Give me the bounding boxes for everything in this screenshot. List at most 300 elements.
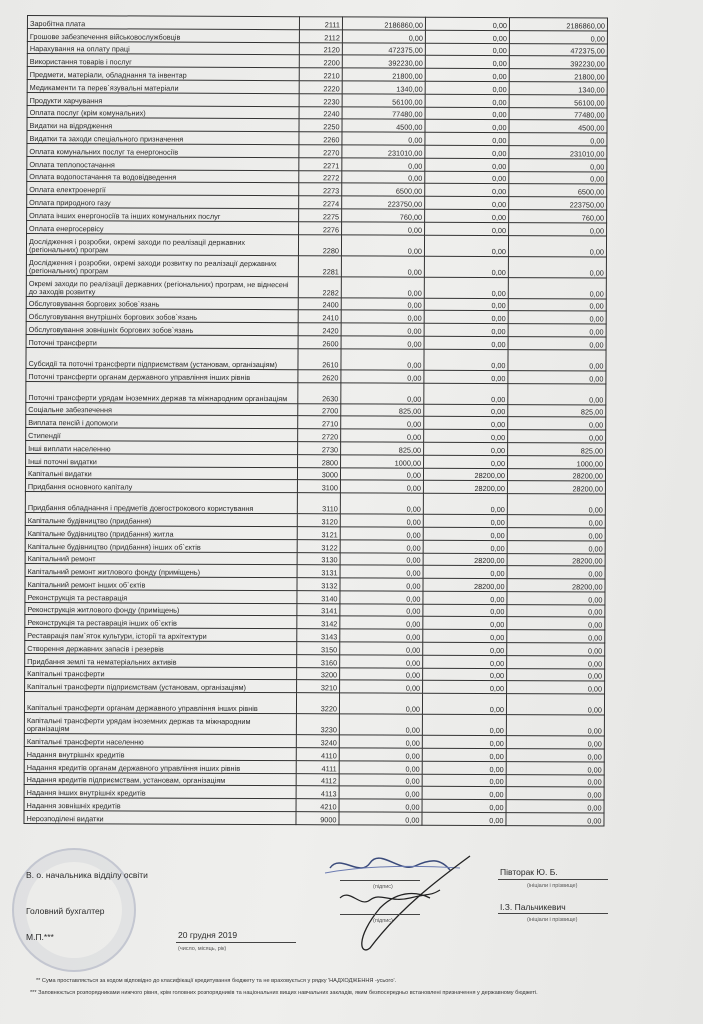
- row-code: 2400: [298, 297, 341, 310]
- row-value-total: 0,00: [508, 349, 606, 370]
- row-value-special-fund: 0,00: [424, 370, 508, 383]
- row-value-special-fund: 0,00: [425, 81, 509, 94]
- row-value-total: 825,00: [508, 443, 606, 456]
- row-name: Оплата теплопостачання: [27, 156, 299, 170]
- row-value-total: 0,00: [506, 715, 604, 736]
- row-code: 3200: [297, 667, 340, 680]
- row-value-special-fund: 0,00: [425, 222, 509, 235]
- row-value-special-fund: 28200,00: [423, 578, 507, 591]
- row-value-special-fund: 0,00: [423, 514, 507, 527]
- row-name: Поточні трансферти: [26, 334, 298, 348]
- row-code: 2275: [299, 209, 342, 222]
- expenditure-table: [23, 15, 608, 826]
- row-value-special-fund: 0,00: [423, 681, 507, 694]
- row-value-special-fund: 0,00: [423, 540, 507, 553]
- row-code: 2276: [299, 221, 342, 234]
- row-value-special-fund: 0,00: [425, 184, 509, 197]
- row-code: 2280: [298, 234, 341, 255]
- row-value-special-fund: 0,00: [423, 527, 507, 540]
- handwritten-signatures: [320, 848, 500, 958]
- row-value-general-fund: 0,00: [341, 370, 424, 383]
- row-value-special-fund: 0,00: [425, 209, 509, 222]
- row-value-general-fund: 0,00: [339, 714, 422, 735]
- row-value-total: 0,00: [508, 298, 606, 311]
- row-code: 9000: [296, 812, 339, 825]
- row-value-general-fund: 0,00: [340, 565, 423, 578]
- row-name: Оплата електроенергії: [27, 182, 299, 196]
- row-code: 3143: [297, 629, 340, 642]
- row-code: 3131: [297, 565, 340, 578]
- table-row: [26, 347, 606, 371]
- table-row: [24, 713, 604, 737]
- row-value-total: 0,00: [508, 370, 606, 383]
- row-value-total: 0,00: [506, 694, 604, 715]
- row-value-special-fund: 0,00: [423, 604, 507, 617]
- row-code: 2274: [299, 196, 342, 209]
- row-name: Обслуговування боргових зобов`язань: [26, 296, 298, 310]
- row-name: Реконструкція та реставрація інших об`єктів: [25, 615, 297, 629]
- row-value-total: 0,00: [506, 749, 604, 762]
- row-value-general-fund: 1340,00: [342, 81, 425, 94]
- row-value-special-fund: 0,00: [424, 383, 508, 404]
- row-value-general-fund: 4500,00: [342, 119, 425, 132]
- row-value-total: 0,00: [507, 566, 605, 579]
- table-row: [24, 811, 604, 826]
- row-code: 3220: [296, 693, 339, 714]
- row-value-total: 825,00: [508, 404, 606, 417]
- row-code: 4210: [296, 799, 339, 812]
- row-value-general-fund: 0,00: [340, 514, 423, 527]
- row-value-total: 0,00: [506, 800, 604, 813]
- row-code: 2112: [299, 29, 342, 42]
- row-value-total: 4500,00: [509, 120, 607, 133]
- row-code: 2240: [299, 106, 342, 119]
- row-value-general-fund: 0,00: [340, 668, 423, 681]
- row-code: 2281: [298, 255, 341, 276]
- row-value-general-fund: 0,00: [340, 604, 423, 617]
- row-value-general-fund: 21800,00: [342, 68, 425, 81]
- row-name: Надання кредитів органам державного управління інших рівнів: [24, 759, 296, 773]
- row-code: 2600: [298, 336, 341, 349]
- row-value-special-fund: 0,00: [423, 668, 507, 681]
- row-value-general-fund: 0,00: [340, 527, 423, 540]
- footnote-3: *** Заповнюється розпорядниками нижчого рівня, крім головних розпорядників та національних вищих навчальних закладів, яким безпосередньо встановлені призначення у державному бюджеті.: [30, 990, 538, 996]
- row-code: 3120: [297, 514, 340, 527]
- row-value-general-fund: 0,00: [342, 222, 425, 235]
- row-value-total: 0,00: [507, 630, 605, 643]
- row-name: Дослідження і розробки, окремі заходи розвитку по реалізації державних (регіональних) програм: [26, 254, 298, 276]
- row-value-special-fund: 0,00: [423, 642, 507, 655]
- row-value-total: 0,00: [508, 256, 606, 277]
- row-value-special-fund: 0,00: [423, 630, 507, 643]
- row-value-general-fund: 825,00: [341, 403, 424, 416]
- row-code: 2250: [299, 119, 342, 132]
- row-value-general-fund: 231010,00: [342, 145, 425, 158]
- row-code: 3240: [296, 735, 339, 748]
- row-value-total: 0,00: [508, 277, 606, 298]
- row-value-special-fund: 28200,00: [423, 481, 507, 494]
- row-value-general-fund: 0,00: [339, 748, 422, 761]
- row-value-general-fund: 0,00: [339, 693, 422, 714]
- row-name: Використання товарів і послуг: [27, 54, 299, 68]
- row-name: Капітальний ремонт житлового фонду (приміщень): [25, 564, 297, 578]
- row-name: Продукти харчування: [27, 92, 299, 106]
- row-value-general-fund: 0,00: [339, 812, 422, 825]
- row-code: 2111: [299, 17, 342, 30]
- row-value-special-fund: 0,00: [425, 196, 509, 209]
- row-name: Капітальне будівництво (придбання): [25, 513, 297, 527]
- row-value-total: 28200,00: [507, 579, 605, 592]
- row-value-general-fund: 760,00: [342, 209, 425, 222]
- row-code: 3100: [297, 480, 340, 493]
- row-name: Надання інших внутрішніх кредитів: [24, 785, 296, 799]
- row-value-total: 0,00: [509, 133, 607, 146]
- row-code: 3140: [297, 591, 340, 604]
- table-row: [26, 254, 606, 278]
- row-name: Грошове забезпечення військовослужбовців: [27, 28, 299, 42]
- row-code: 2720: [298, 429, 341, 442]
- row-code: 2272: [299, 170, 342, 183]
- row-name: Капітальні трансферти населенню: [24, 734, 296, 748]
- row-name: Інші поточні видатки: [26, 453, 298, 467]
- row-code: 2420: [298, 323, 341, 336]
- row-value-general-fund: 56100,00: [342, 94, 425, 107]
- row-value-general-fund: 0,00: [340, 493, 423, 514]
- row-value-special-fund: 0,00: [422, 799, 506, 812]
- row-value-total: 77480,00: [509, 107, 607, 120]
- head-title: В. о. начальника відділу освіти: [26, 870, 148, 880]
- row-value-total: 0,00: [507, 540, 605, 553]
- row-value-total: 56100,00: [509, 94, 607, 107]
- row-name: Капітальне будівництво (придбання) інших об`єктів: [25, 538, 297, 552]
- row-value-special-fund: 0,00: [424, 429, 508, 442]
- name-caption-2: (ініціали і прізвище): [527, 917, 578, 923]
- row-value-special-fund: 0,00: [424, 256, 508, 277]
- table-row: [25, 492, 605, 516]
- row-name: Надання кредитів підприємствам, установам, організаціям: [24, 772, 296, 786]
- row-value-general-fund: 0,00: [340, 480, 423, 493]
- row-value-special-fund: 0,00: [422, 714, 506, 735]
- row-code: 2730: [298, 442, 341, 455]
- row-value-general-fund: 392230,00: [342, 55, 425, 68]
- row-code: 4111: [296, 761, 339, 774]
- row-value-general-fund: 0,00: [341, 416, 424, 429]
- row-value-special-fund: 0,00: [423, 591, 507, 604]
- row-value-general-fund: 0,00: [341, 297, 424, 310]
- row-value-total: 0,00: [507, 655, 605, 668]
- row-value-total: 0,00: [507, 643, 605, 656]
- row-value-total: 28200,00: [507, 468, 605, 481]
- row-code: 2260: [299, 132, 342, 145]
- row-value-special-fund: 0,00: [425, 145, 509, 158]
- row-value-total: 0,00: [506, 774, 604, 787]
- row-value-general-fund: 2186860,00: [342, 17, 425, 30]
- table-row: [26, 381, 606, 405]
- row-name: Обслуговування внутрішніх боргових зобов`язань: [26, 309, 298, 323]
- row-value-total: 0,00: [509, 222, 607, 235]
- row-code: 2610: [298, 348, 341, 369]
- row-value-general-fund: 1000,00: [341, 455, 424, 468]
- row-value-special-fund: 0,00: [425, 43, 509, 56]
- table-row: [24, 692, 604, 716]
- row-name: Капітальні видатки: [25, 466, 297, 480]
- row-name: Оплата послуг (крім комунальних): [27, 105, 299, 119]
- row-code: 3130: [297, 552, 340, 565]
- row-code: 2282: [298, 276, 341, 297]
- row-code: 4112: [296, 773, 339, 786]
- row-value-total: 223750,00: [509, 197, 607, 210]
- row-name: Інші виплати населенню: [26, 440, 298, 454]
- row-code: 2710: [298, 416, 341, 429]
- row-name: Оплата комунальних послуг та енергоносіїв: [27, 143, 299, 157]
- row-name: Видатки та заходи спеціального призначення: [27, 131, 299, 145]
- row-name: Виплата пенсій і допомоги: [26, 415, 298, 429]
- row-name: Реконструкція житлового фонду (приміщень): [25, 602, 297, 616]
- row-value-special-fund: 0,00: [423, 493, 507, 514]
- row-value-special-fund: 0,00: [424, 404, 508, 417]
- row-value-special-fund: 0,00: [425, 132, 509, 145]
- table-row: [26, 233, 606, 257]
- row-value-special-fund: 0,00: [424, 455, 508, 468]
- row-name: Оплата енергосервісу: [27, 220, 299, 234]
- row-name: Капітальні трансферти урядам іноземних держав та міжнародним організаціям: [24, 713, 296, 735]
- row-value-special-fund: 0,00: [423, 566, 507, 579]
- row-name: Нарахування на оплату праці: [27, 41, 299, 55]
- row-value-general-fund: 0,00: [342, 158, 425, 171]
- row-name: Окремі заходи по реалізації державних (регіональних) програм, не віднесені до заходів розвитку: [26, 275, 298, 297]
- row-name: Придбання землі та нематеріальних активів: [25, 653, 297, 667]
- row-name: Обслуговування зовнішніх боргових зобов`язань: [26, 322, 298, 336]
- row-code: 3110: [297, 493, 340, 514]
- row-value-total: 231010,00: [509, 146, 607, 159]
- row-value-general-fund: 0,00: [341, 349, 424, 370]
- date-value: 20 грудня 2019: [178, 930, 238, 940]
- row-value-general-fund: 0,00: [340, 642, 423, 655]
- row-code: 2620: [298, 369, 341, 382]
- row-value-general-fund: 0,00: [341, 323, 424, 336]
- row-code: 2271: [299, 157, 342, 170]
- row-value-total: 28200,00: [507, 481, 605, 494]
- row-value-total: 0,00: [508, 383, 606, 404]
- row-value-total: 28200,00: [507, 553, 605, 566]
- row-name: Надання внутрішніх кредитів: [24, 747, 296, 761]
- row-value-general-fund: 0,00: [340, 680, 423, 693]
- row-value-general-fund: 0,00: [339, 799, 422, 812]
- row-value-special-fund: 0,00: [424, 277, 508, 298]
- row-value-special-fund: 0,00: [422, 812, 506, 825]
- row-code: 2410: [298, 310, 341, 323]
- row-value-special-fund: 0,00: [422, 774, 506, 787]
- row-code: 3142: [297, 616, 340, 629]
- row-value-total: 0,00: [508, 417, 606, 430]
- date-caption: (число, місяць, рік): [178, 946, 227, 952]
- row-name: Капітальний ремонт: [25, 551, 297, 565]
- row-code: 4110: [296, 748, 339, 761]
- row-name: Стипендії: [26, 428, 298, 442]
- row-value-general-fund: 0,00: [340, 655, 423, 668]
- row-name: Реставрація пам`яток культури, історії та архітектури: [25, 628, 297, 642]
- row-value-general-fund: 825,00: [341, 442, 424, 455]
- row-value-general-fund: 0,00: [340, 552, 423, 565]
- row-value-general-fund: 0,00: [341, 382, 424, 403]
- row-value-general-fund: 0,00: [341, 255, 424, 276]
- row-value-special-fund: 0,00: [425, 171, 509, 184]
- row-code: 3132: [297, 578, 340, 591]
- row-name: Капітальне будівництво (придбання) житла: [25, 525, 297, 539]
- row-value-general-fund: 0,00: [339, 786, 422, 799]
- row-value-special-fund: 0,00: [425, 120, 509, 133]
- row-value-total: 0,00: [506, 787, 604, 800]
- row-name: Оплата природного газу: [27, 195, 299, 209]
- row-code: 2220: [299, 81, 342, 94]
- row-value-special-fund: 0,00: [424, 311, 508, 324]
- row-name: Предмети, матеріали, обладнання та інвентар: [27, 67, 299, 81]
- row-code: 2230: [299, 93, 342, 106]
- mp-label: М.П.***: [26, 932, 54, 942]
- row-name: Субсидії та поточні трансферти підприємствам (установам, організаціям): [26, 347, 298, 369]
- row-value-general-fund: 0,00: [339, 761, 422, 774]
- row-value-total: 0,00: [508, 337, 606, 350]
- row-value-total: 21800,00: [509, 69, 607, 82]
- row-code: 3230: [296, 714, 339, 735]
- row-value-total: 0,00: [507, 515, 605, 528]
- row-value-general-fund: 0,00: [341, 276, 424, 297]
- row-name: Поточні трансферти органам державного управління інших рівнів: [26, 368, 298, 382]
- row-code: 2700: [298, 403, 341, 416]
- row-value-total: 2186860,00: [509, 18, 607, 31]
- row-value-special-fund: 0,00: [422, 748, 506, 761]
- row-value-total: 0,00: [509, 158, 607, 171]
- row-value-total: 0,00: [507, 591, 605, 604]
- row-code: 2200: [299, 55, 342, 68]
- row-value-total: 0,00: [507, 668, 605, 681]
- row-name: Медикаменти та перев`язувальні матеріали: [27, 79, 299, 93]
- row-value-general-fund: 0,00: [340, 591, 423, 604]
- row-code: 2630: [298, 382, 341, 403]
- row-value-general-fund: 472375,00: [342, 42, 425, 55]
- signature-caption-1: (підпис): [373, 884, 393, 890]
- row-value-general-fund: 223750,00: [342, 196, 425, 209]
- row-value-total: 760,00: [509, 210, 607, 223]
- row-name: Оплата інших енергоносіїв та інших комунальних послуг: [27, 207, 299, 221]
- row-value-special-fund: 0,00: [424, 336, 508, 349]
- table-row: [26, 275, 606, 299]
- row-name: Заробітна плата: [27, 16, 299, 30]
- row-value-total: 0,00: [506, 813, 604, 826]
- row-value-general-fund: 0,00: [340, 467, 423, 480]
- row-value-special-fund: 28200,00: [423, 553, 507, 566]
- row-value-total: 0,00: [506, 736, 604, 749]
- row-value-general-fund: 0,00: [340, 616, 423, 629]
- row-name: Створення державних запасів і резервів: [25, 641, 297, 655]
- row-value-total: 1000,00: [508, 455, 606, 468]
- row-name: Капітальні трансферти: [25, 666, 297, 680]
- row-code: 3210: [297, 680, 340, 693]
- row-code: 2120: [299, 42, 342, 55]
- row-value-special-fund: 0,00: [423, 655, 507, 668]
- accountant-title: Головний бухгалтер: [26, 906, 105, 916]
- row-name: Видатки на відрядження: [27, 118, 299, 132]
- row-name: Поточні трансферти урядам іноземних держав та міжнародним організаціям: [26, 381, 298, 403]
- row-name: Реконструкція та реставрація: [25, 589, 297, 603]
- row-name: Соціальне забезпечення: [26, 402, 298, 416]
- row-value-total: 0,00: [508, 311, 606, 324]
- row-value-general-fund: 0,00: [341, 429, 424, 442]
- row-code: 3150: [297, 642, 340, 655]
- row-value-special-fund: 0,00: [425, 158, 509, 171]
- row-value-total: 0,00: [507, 604, 605, 617]
- row-value-special-fund: 0,00: [422, 761, 506, 774]
- row-value-total: 1340,00: [509, 82, 607, 95]
- row-name: Надання зовнішніх кредитів: [24, 798, 296, 812]
- row-code: 3160: [297, 655, 340, 668]
- row-name: Придбання обладнання і предметів довгострокового користування: [25, 492, 297, 514]
- row-value-special-fund: 0,00: [422, 693, 506, 714]
- row-code: 4113: [296, 786, 339, 799]
- row-value-general-fund: 0,00: [340, 629, 423, 642]
- row-value-special-fund: 0,00: [424, 235, 508, 256]
- row-value-total: 6500,00: [509, 184, 607, 197]
- row-value-special-fund: 0,00: [425, 68, 509, 81]
- row-value-general-fund: 0,00: [339, 735, 422, 748]
- row-name: Капітальні трансферти органам державного управління інших рівнів: [24, 692, 296, 714]
- row-value-special-fund: 0,00: [422, 735, 506, 748]
- row-value-special-fund: 0,00: [424, 323, 508, 336]
- row-code: 2210: [299, 68, 342, 81]
- row-value-general-fund: 6500,00: [342, 183, 425, 196]
- row-value-total: 0,00: [507, 494, 605, 515]
- row-value-total: 0,00: [507, 528, 605, 541]
- row-code: 2800: [298, 454, 341, 467]
- row-value-total: 0,00: [507, 617, 605, 630]
- row-name: Капітальний ремонт інших об`єктів: [25, 577, 297, 591]
- row-name: Нерозподілені видатки: [24, 811, 296, 825]
- row-value-special-fund: 0,00: [425, 30, 509, 43]
- row-code: 3121: [297, 527, 340, 540]
- row-name: Оплата водопостачання та водовідведення: [27, 169, 299, 183]
- row-value-special-fund: 0,00: [425, 107, 509, 120]
- row-value-special-fund: 0,00: [422, 787, 506, 800]
- row-value-special-fund: 0,00: [425, 17, 509, 30]
- row-value-total: 0,00: [509, 30, 607, 43]
- row-value-special-fund: 0,00: [424, 417, 508, 430]
- row-code: 3000: [297, 467, 340, 480]
- row-name: Придбання основного капіталу: [25, 479, 297, 493]
- row-value-total: 392230,00: [509, 56, 607, 69]
- head-name: Півторак Ю. Б.: [500, 867, 558, 877]
- row-value-total: 0,00: [507, 681, 605, 694]
- signature-caption-2: (підпис): [373, 918, 393, 924]
- row-value-general-fund: 0,00: [339, 774, 422, 787]
- row-value-special-fund: 0,00: [424, 298, 508, 311]
- footnote-2: ** Сума проставляється за кодом відповідно до класифікації кредитування бюджету та не враховується у рядку 'НАДХОДЖЕННЯ -усього'.: [36, 978, 397, 984]
- row-value-total: 472375,00: [509, 43, 607, 56]
- row-value-general-fund: 0,00: [340, 578, 423, 591]
- row-name: Капітальні трансферти підприємствам (установам, організаціям): [25, 679, 297, 693]
- row-code: 2273: [299, 183, 342, 196]
- row-value-total: 0,00: [509, 171, 607, 184]
- row-value-general-fund: 77480,00: [342, 106, 425, 119]
- row-value-total: 0,00: [508, 324, 606, 337]
- row-code: 2270: [299, 145, 342, 158]
- row-value-general-fund: 0,00: [342, 170, 425, 183]
- row-value-special-fund: 0,00: [425, 56, 509, 69]
- row-value-general-fund: 0,00: [340, 540, 423, 553]
- row-value-total: 0,00: [508, 235, 606, 256]
- accountant-name: І.З. Пальчикевич: [500, 902, 566, 912]
- row-value-special-fund: 0,00: [424, 442, 508, 455]
- row-value-total: 0,00: [506, 761, 604, 774]
